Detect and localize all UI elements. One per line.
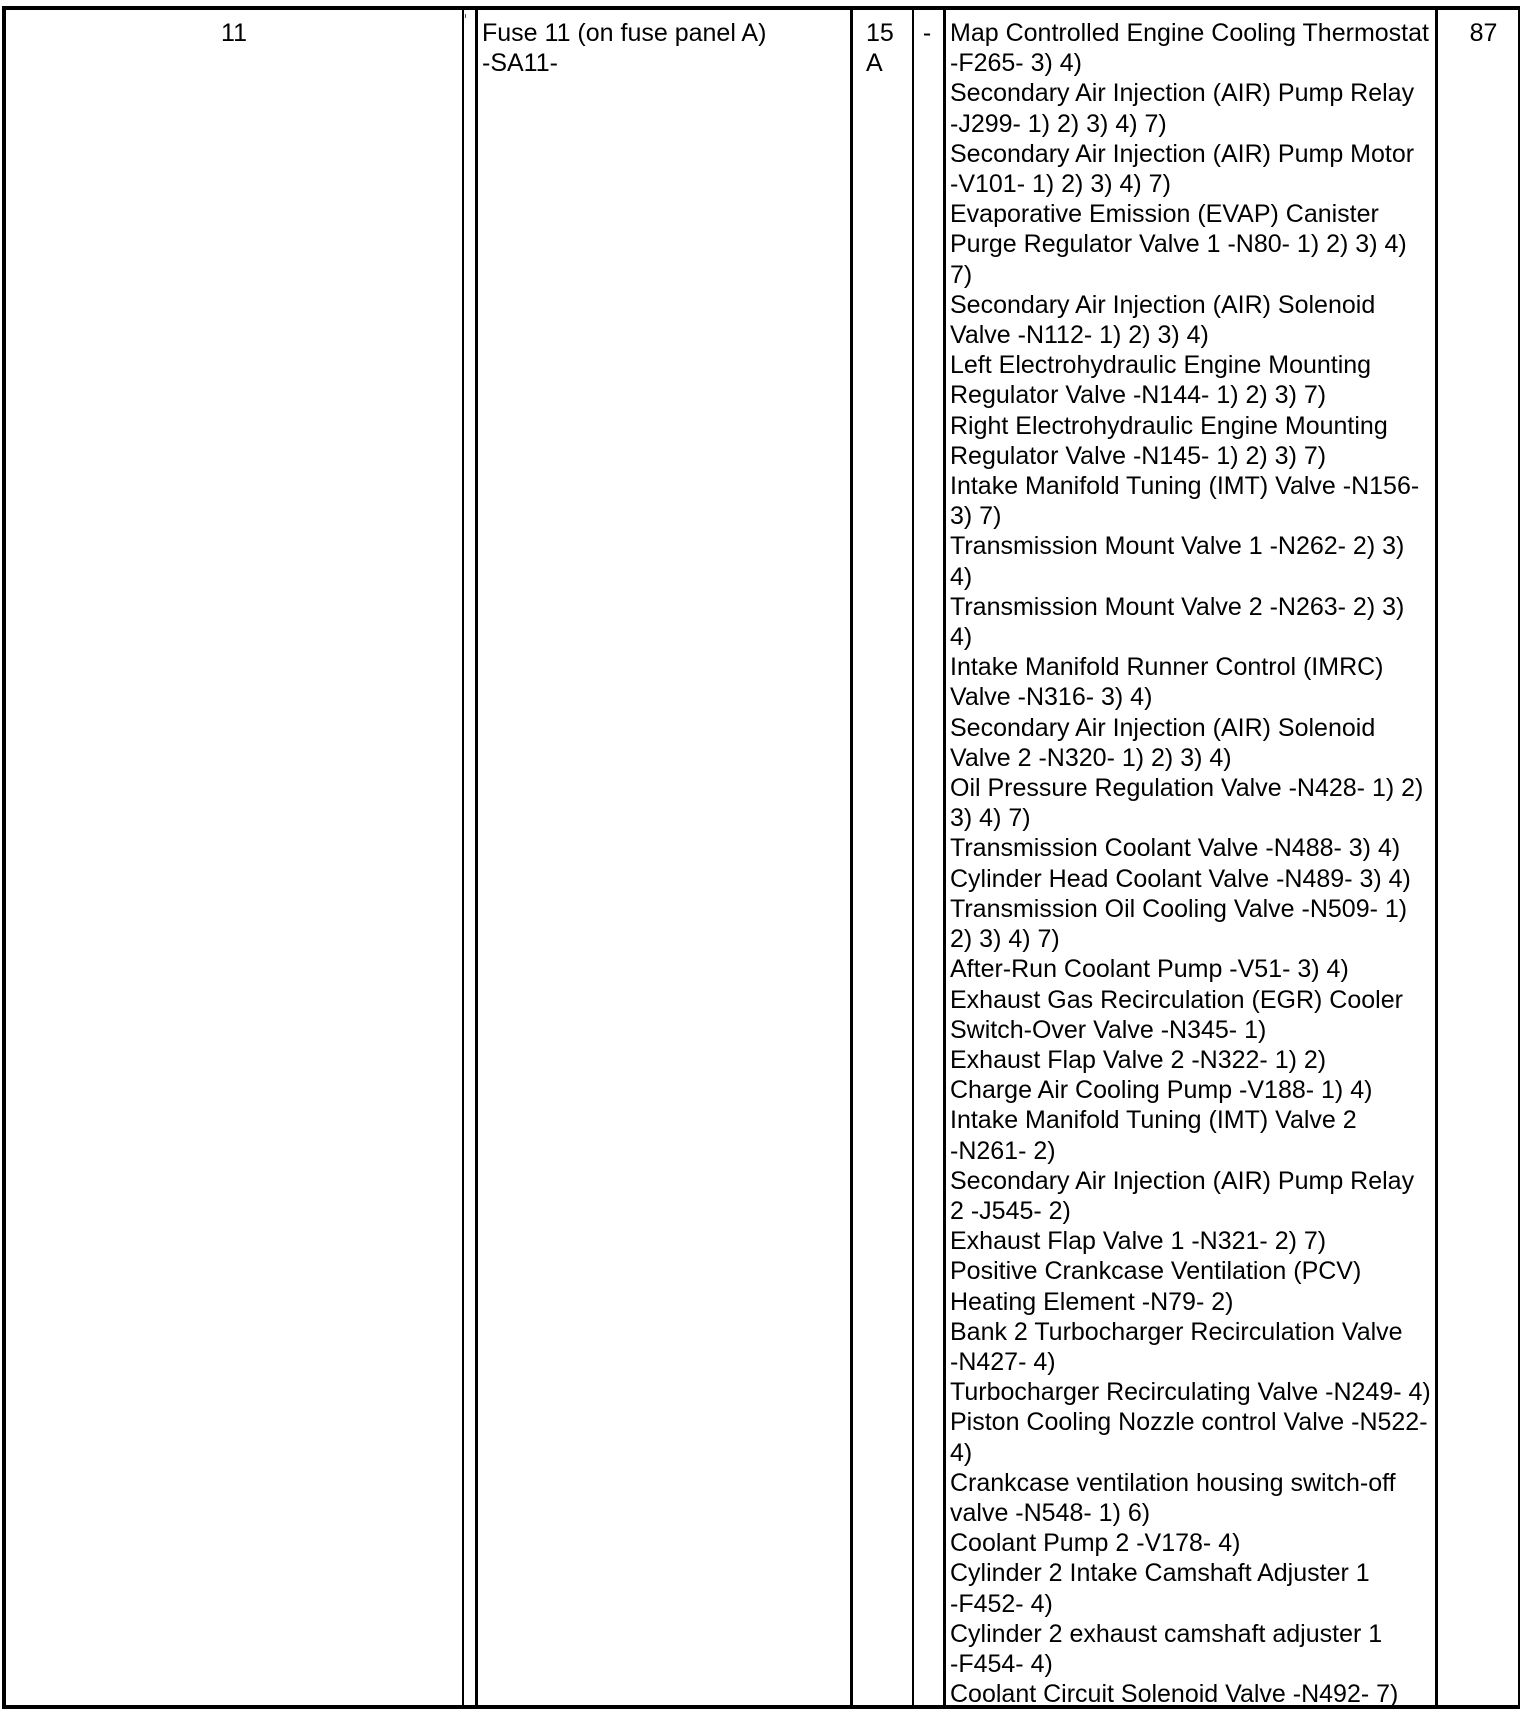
component-line: Intake Manifold Tuning (IMT) Valve -N156-	[950, 472, 1420, 501]
component-line: Evaporative Emission (EVAP) Canister	[950, 200, 1379, 229]
component-line: Map Controlled Engine Cooling Thermostat	[950, 19, 1429, 47]
component-line: -F454- 4)	[950, 1649, 1053, 1678]
component-line: Turbocharger Recirculating Valve -N249- 4)	[950, 1378, 1431, 1407]
component-line: Transmission Mount Valve 1 -N262- 2) 3)	[950, 532, 1405, 561]
component-line: Piston Cooling Nozzle control Valve -N522-	[950, 1408, 1428, 1437]
component-line: Charge Air Cooling Pump -V188- 1) 4)	[950, 1076, 1373, 1105]
column-divider	[475, 10, 478, 1705]
rating-value: 15	[866, 19, 894, 47]
component-line: Secondary Air Injection (AIR) Solenoid	[950, 713, 1376, 742]
component-line: Oil Pressure Regulation Valve -N428- 1) 2)	[950, 774, 1424, 803]
component-line: Left Electrohydraulic Engine Mounting	[950, 351, 1372, 380]
tick-mark	[465, 14, 466, 18]
component-line: 7)	[950, 260, 973, 289]
component-line: After-Run Coolant Pump -V51- 3) 4)	[950, 955, 1349, 984]
fuse-rating	[866, 18, 916, 78]
component-line: Secondary Air Injection (AIR) Solenoid	[950, 290, 1376, 319]
component-line: 2) 3) 4) 7)	[950, 925, 1060, 954]
component-line: Secondary Air Injection (AIR) Pump Motor	[950, 139, 1415, 168]
component-list	[950, 18, 1440, 1709]
component-line: Cylinder 2 exhaust camshaft adjuster 1	[950, 1619, 1383, 1648]
component-line: 3) 7)	[950, 502, 1002, 531]
component-line: Transmission Mount Valve 2 -N263- 2) 3)	[950, 592, 1405, 621]
component-line: Valve -N112- 1) 2) 3) 4)	[950, 321, 1209, 350]
component-line: Crankcase ventilation housing switch-off	[950, 1468, 1396, 1497]
component-line: Exhaust Flap Valve 2 -N322- 1) 2)	[950, 1045, 1327, 1074]
component-line: 4)	[950, 562, 973, 591]
fuse-name	[482, 18, 842, 78]
component-line: Coolant Circuit Solenoid Valve -N492- 7)	[950, 1680, 1399, 1709]
terminal-number: 87	[1469, 19, 1498, 47]
component-line: -F265- 3) 4)	[950, 49, 1082, 78]
component-line: 4)	[950, 1438, 973, 1467]
component-line: Transmission Oil Cooling Valve -N509- 1)	[950, 894, 1408, 923]
component-line: Cylinder 2 Intake Camshaft Adjuster 1	[950, 1559, 1370, 1588]
column-divider	[850, 10, 853, 1705]
component-line: 4)	[950, 623, 973, 652]
component-line: Heating Element -N79- 2)	[950, 1287, 1234, 1316]
column-divider	[462, 10, 464, 1705]
fuse-designation: -SA11-	[482, 49, 558, 78]
component-line: Right Electrohydraulic Engine Mounting	[950, 411, 1388, 440]
fuse-name-line: Fuse 11 (on fuse panel A)	[482, 19, 767, 47]
component-line: 3) 4) 7)	[950, 804, 1031, 833]
component-line: Intake Manifold Runner Control (IMRC)	[950, 653, 1384, 682]
column-divider	[943, 10, 946, 1705]
component-line: Exhaust Flap Valve 1 -N321- 2) 7)	[950, 1227, 1327, 1256]
fuse-number: 11	[221, 19, 247, 47]
component-line: -F452- 4)	[950, 1589, 1053, 1618]
column-divider	[912, 10, 914, 1705]
component-line: Coolant Pump 2 -V178- 4)	[950, 1529, 1241, 1558]
component-line: Positive Crankcase Ventilation (PCV)	[950, 1257, 1362, 1286]
component-line: -J299- 1) 2) 3) 4) 7)	[950, 109, 1167, 138]
component-line: Valve -N316- 3) 4)	[950, 683, 1153, 712]
component-line: 2 -J545- 2)	[950, 1196, 1071, 1225]
component-line: Secondary Air Injection (AIR) Pump Relay	[950, 1166, 1415, 1195]
separator: -	[922, 19, 932, 47]
component-line: Secondary Air Injection (AIR) Pump Relay	[950, 79, 1415, 108]
component-line: -N261- 2)	[950, 1136, 1056, 1165]
component-line: Intake Manifold Tuning (IMT) Valve 2	[950, 1106, 1357, 1135]
component-line: Switch-Over Valve -N345- 1)	[950, 1015, 1267, 1044]
component-line: Regulator Valve -N144- 1) 2) 3) 7)	[950, 381, 1327, 410]
component-line: Valve 2 -N320- 1) 2) 3) 4)	[950, 743, 1232, 772]
component-line: valve -N548- 1) 6)	[950, 1498, 1151, 1527]
component-line: -N427- 4)	[950, 1347, 1056, 1376]
component-line: Cylinder Head Coolant Valve -N489- 3) 4)	[950, 864, 1411, 893]
component-line: Regulator Valve -N145- 1) 2) 3) 7)	[950, 441, 1327, 470]
component-line: Exhaust Gas Recirculation (EGR) Cooler	[950, 985, 1403, 1014]
rating-unit: A	[866, 49, 883, 78]
component-line: -V101- 1) 2) 3) 4) 7)	[950, 170, 1171, 199]
component-line: Purge Regulator Valve 1 -N80- 1) 2) 3) 4)	[950, 230, 1407, 259]
fuse-table	[2, 6, 1520, 1709]
component-line: Bank 2 Turbocharger Recirculation Valve	[950, 1317, 1403, 1346]
component-line: Transmission Coolant Valve -N488- 3) 4)	[950, 834, 1401, 863]
